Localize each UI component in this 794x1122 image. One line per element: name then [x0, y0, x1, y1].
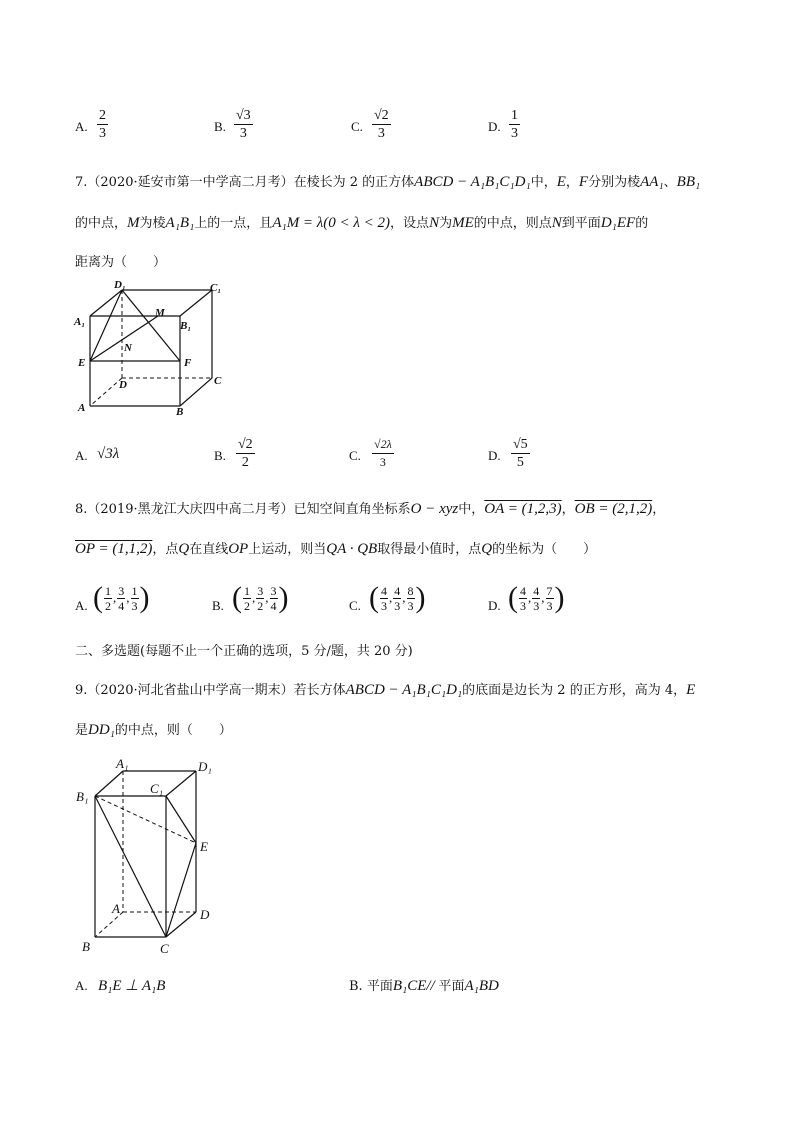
q7-text: 的中点，则点 — [473, 216, 552, 231]
q7-text: 上的一点，且 — [194, 216, 273, 231]
q9-fig-label-d1: D₁ — [198, 759, 212, 774]
q9-fig-label-b1: B₁ — [76, 789, 89, 804]
q8-coordinate-system: O − xyz — [410, 501, 459, 517]
q8-d-x-num: 4 — [520, 583, 526, 598]
q8-point-q: Q — [481, 541, 493, 557]
q7-text: 为 — [439, 216, 453, 231]
q7-option-d-fraction — [511, 436, 530, 471]
q7-option-a-value: √3λ — [97, 446, 120, 462]
q6-option-b-fraction — [234, 107, 253, 142]
q9-fig-label-c1: C₁ — [150, 781, 164, 796]
q8-a-x-num: 1 — [105, 583, 111, 598]
q7-option-c-fraction — [372, 436, 394, 471]
q7-point-m: M — [127, 215, 140, 231]
q8-c-y-num: 4 — [394, 583, 401, 598]
q9-edge-dd1: DD₁ — [88, 722, 115, 738]
q6-option-b-label: B. — [214, 119, 226, 134]
q7-option-c-denominator: 3 — [379, 455, 386, 469]
q8-option-d-coordinate: ( $\frac{4}{3}$ , $\frac{4}{3}$ , $\frac{7}{3}$ ) — [508, 581, 565, 614]
q8-a-y-num: 3 — [118, 583, 125, 598]
q7-text: 为棱 — [139, 216, 166, 231]
q7-edge-bb1: BB₁ — [676, 174, 701, 190]
q7-fig-label-d1: D₁ — [114, 279, 126, 291]
q7-plane-d1ef: D₁EF — [600, 215, 636, 231]
q7-option-c-label: C. — [349, 448, 361, 463]
q7-text: 分别为棱 — [588, 175, 641, 190]
q6-option-b-numerator: √3 — [236, 108, 251, 123]
q8-line-1 — [75, 500, 665, 519]
q9-text: 的中点，则（ ） — [114, 723, 232, 738]
q9-option-a-value: B₁E ⊥ A₁B — [98, 978, 166, 994]
q7-fig-label-b1: B₁ — [180, 320, 192, 332]
q6-option-a-denominator: 3 — [99, 126, 106, 141]
q9-cuboid-name: ABCD − A₁B₁C₁D₁ — [345, 682, 463, 698]
q6-option-c-denominator: 3 — [377, 126, 385, 141]
q8-text: ， — [561, 502, 575, 517]
q7-option-c-numerator: √2λ — [372, 436, 394, 454]
q8-b-z-num: 3 — [270, 583, 277, 598]
q8-d-z-den: 3 — [546, 598, 553, 613]
q7-fig-label-a1: A₁ — [74, 316, 86, 328]
q6-option-a-numerator: 2 — [99, 108, 106, 123]
q9-option-b-plane-2: A₁BD — [464, 978, 499, 994]
q7-option-b-fraction — [236, 436, 255, 471]
q8-option-c-label: C. — [349, 598, 361, 613]
q7-text: 的中点， — [75, 216, 128, 231]
q8-b-x-den: 2 — [244, 598, 250, 613]
q9-line-2 — [75, 721, 232, 740]
q9-option-b-label: B. — [349, 979, 363, 994]
q8-c-x-num: 4 — [381, 583, 387, 598]
q8-line-op: OP — [228, 541, 249, 557]
q9-text: 是 — [75, 723, 89, 738]
q7-text: 、 — [663, 175, 677, 190]
q6-option-c-label: C. — [351, 119, 363, 134]
q8-c-x-den: 3 — [381, 598, 387, 613]
q8-c-y-den: 3 — [394, 598, 401, 613]
q7-fig-label-a: A — [78, 402, 86, 414]
q7-cube-figure — [68, 278, 238, 423]
q7-condition: A₁M = λ(0 < λ < 2) — [272, 215, 391, 231]
q7-fig-label-c: C — [214, 375, 222, 387]
q9-option-b — [349, 977, 499, 996]
q8-intro-text: 8.（2019·黑龙江大庆四中高二月考）已知空间直角坐标系 — [75, 502, 411, 517]
q8-text: 上运动，则当 — [248, 542, 327, 557]
q7-edge-aa1: AA₁ — [640, 174, 664, 190]
q6-option-b-denominator: 3 — [239, 126, 247, 141]
q8-option-c-coordinate: ( $\frac{4}{3}$ , $\frac{4}{3}$ , $\frac{8}{3}$ ) — [369, 581, 426, 614]
q7-point-e: E — [556, 174, 566, 190]
q8-a-z-den: 3 — [131, 598, 138, 613]
q8-d-z-num: 7 — [546, 583, 553, 598]
q7-option-d-denominator: 5 — [516, 455, 524, 470]
q9-intro-text: 9.（2020·河北省盐山中学高一期末）若长方体 — [75, 683, 346, 698]
q6-option-d-denominator: 3 — [511, 126, 518, 141]
q9-line-1 — [75, 681, 695, 700]
q7-option-a-label: A. — [75, 448, 88, 463]
q7-option-b-numerator: √2 — [238, 437, 253, 452]
q7-fig-label-m: M — [155, 307, 165, 319]
q9-option-b-text: 平面 — [366, 979, 393, 994]
q8-text: ，点 — [152, 542, 179, 557]
q7-line-1 — [75, 173, 700, 192]
q9-fig-label-e: E — [200, 839, 208, 854]
q8-b-z-den: 4 — [270, 598, 277, 613]
q8-option-a-label: A. — [75, 598, 88, 613]
q7-fig-label-f: F — [184, 357, 192, 369]
q8-d-y-num: 4 — [533, 583, 540, 598]
q8-b-y-num: 3 — [257, 583, 264, 598]
q8-b-y-den: 2 — [257, 598, 264, 613]
q6-option-d-fraction — [509, 107, 520, 142]
q8-vector-op: OP = (1,1,2) — [75, 541, 153, 557]
q8-option-b-label: B. — [212, 598, 224, 613]
q7-fig-label-d: D — [119, 379, 127, 391]
q9-text: 的底面是边长为 2 的正方形，高为 4， — [462, 683, 687, 698]
q8-line-2 — [75, 540, 596, 559]
q7-segment-me: ME — [452, 215, 474, 231]
q9-fig-label-a1: A₁ — [116, 756, 129, 771]
q8-vector-ob: OB = (2,1,2) — [574, 501, 653, 517]
q8-point-q: Q — [178, 541, 190, 557]
q6-option-d-label: D. — [488, 119, 501, 134]
q7-fig-label-e: E — [78, 357, 86, 369]
q7-line-3: 距离为（ ） — [75, 255, 167, 270]
q9-fig-label-c: C — [160, 941, 169, 956]
q7-text: 的 — [635, 216, 649, 231]
q7-line-2 — [75, 214, 648, 233]
q8-d-x-den: 3 — [520, 598, 526, 613]
q7-fig-label-c1: C₁ — [210, 282, 222, 294]
q8-a-y-den: 4 — [118, 598, 125, 613]
q8-text: 在直线 — [189, 542, 229, 557]
q7-option-b-denominator: 2 — [241, 455, 249, 470]
q8-option-b-coordinate: ( $\frac{1}{2}$ , $\frac{3}{2}$ , $\frac{3}{4}$ ) — [232, 581, 289, 614]
q8-b-x-num: 1 — [244, 583, 250, 598]
q8-text: ， — [652, 502, 666, 517]
q9-option-b-text: 平面 — [438, 979, 465, 994]
q7-intro-text: 7.（2020·延安市第一中学高二月考）在棱长为 2 的正方体 — [75, 175, 415, 190]
q8-a-x-den: 2 — [105, 598, 111, 613]
q8-option-a-coordinate: ( $\frac{1}{2}$ , $\frac{3}{4}$ , $\frac{1}{3}$ ) — [93, 581, 150, 614]
q7-point-n: N — [429, 215, 440, 231]
q7-fig-label-b: B — [176, 406, 184, 418]
q7-point-f: F — [578, 174, 589, 190]
q7-text: 到平面 — [561, 216, 601, 231]
q7-option-d-numerator: √5 — [513, 437, 528, 452]
q7-edge-a1b1: A₁B₁ — [165, 215, 195, 231]
q8-vector-oa: OA = (1,2,3) — [484, 501, 562, 517]
q6-option-d-numerator: 1 — [511, 108, 518, 123]
q9-fig-label-a: A — [112, 901, 120, 916]
q8-c-z-num: 8 — [407, 583, 414, 598]
q9-fig-label-b: B — [82, 939, 90, 954]
q8-text: 中， — [458, 502, 485, 517]
q8-text: 取得最小值时，点 — [377, 542, 482, 557]
q9-point-e: E — [686, 682, 696, 698]
q7-point-n: N — [551, 215, 562, 231]
q9-option-b-plane-1: B₁CE// — [392, 978, 439, 994]
section-heading-multiple-choice: 二、多选题(每题不止一个正确的选项，5 分/题，共 20 分) — [75, 644, 413, 659]
q6-option-a-fraction — [97, 107, 108, 142]
q7-text: ， — [565, 175, 579, 190]
q8-d-y-den: 3 — [533, 598, 540, 613]
q9-option-a-label: A. — [75, 978, 88, 993]
q8-a-z-num: 1 — [131, 583, 138, 598]
q9-fig-label-d: D — [200, 907, 210, 922]
q7-fig-label-n: N — [124, 342, 132, 354]
q6-option-c-numerator: √2 — [374, 108, 389, 123]
q8-c-z-den: 3 — [407, 598, 414, 613]
q7-option-b-label: B. — [214, 448, 226, 463]
q8-option-d-label: D. — [488, 598, 501, 613]
q7-text: 中， — [530, 175, 557, 190]
q7-text: ，设点 — [390, 216, 430, 231]
q6-option-a-label: A. — [75, 119, 88, 134]
q6-option-c-fraction — [372, 107, 391, 142]
q7-option-d-label: D. — [488, 448, 501, 463]
q8-text: 的坐标为（ ） — [492, 542, 597, 557]
q8-dot-product: QA · QB — [326, 541, 378, 557]
q9-cuboid-figure — [72, 755, 232, 960]
q7-cube-name: ABCD − A₁B₁C₁D₁ — [414, 174, 531, 190]
